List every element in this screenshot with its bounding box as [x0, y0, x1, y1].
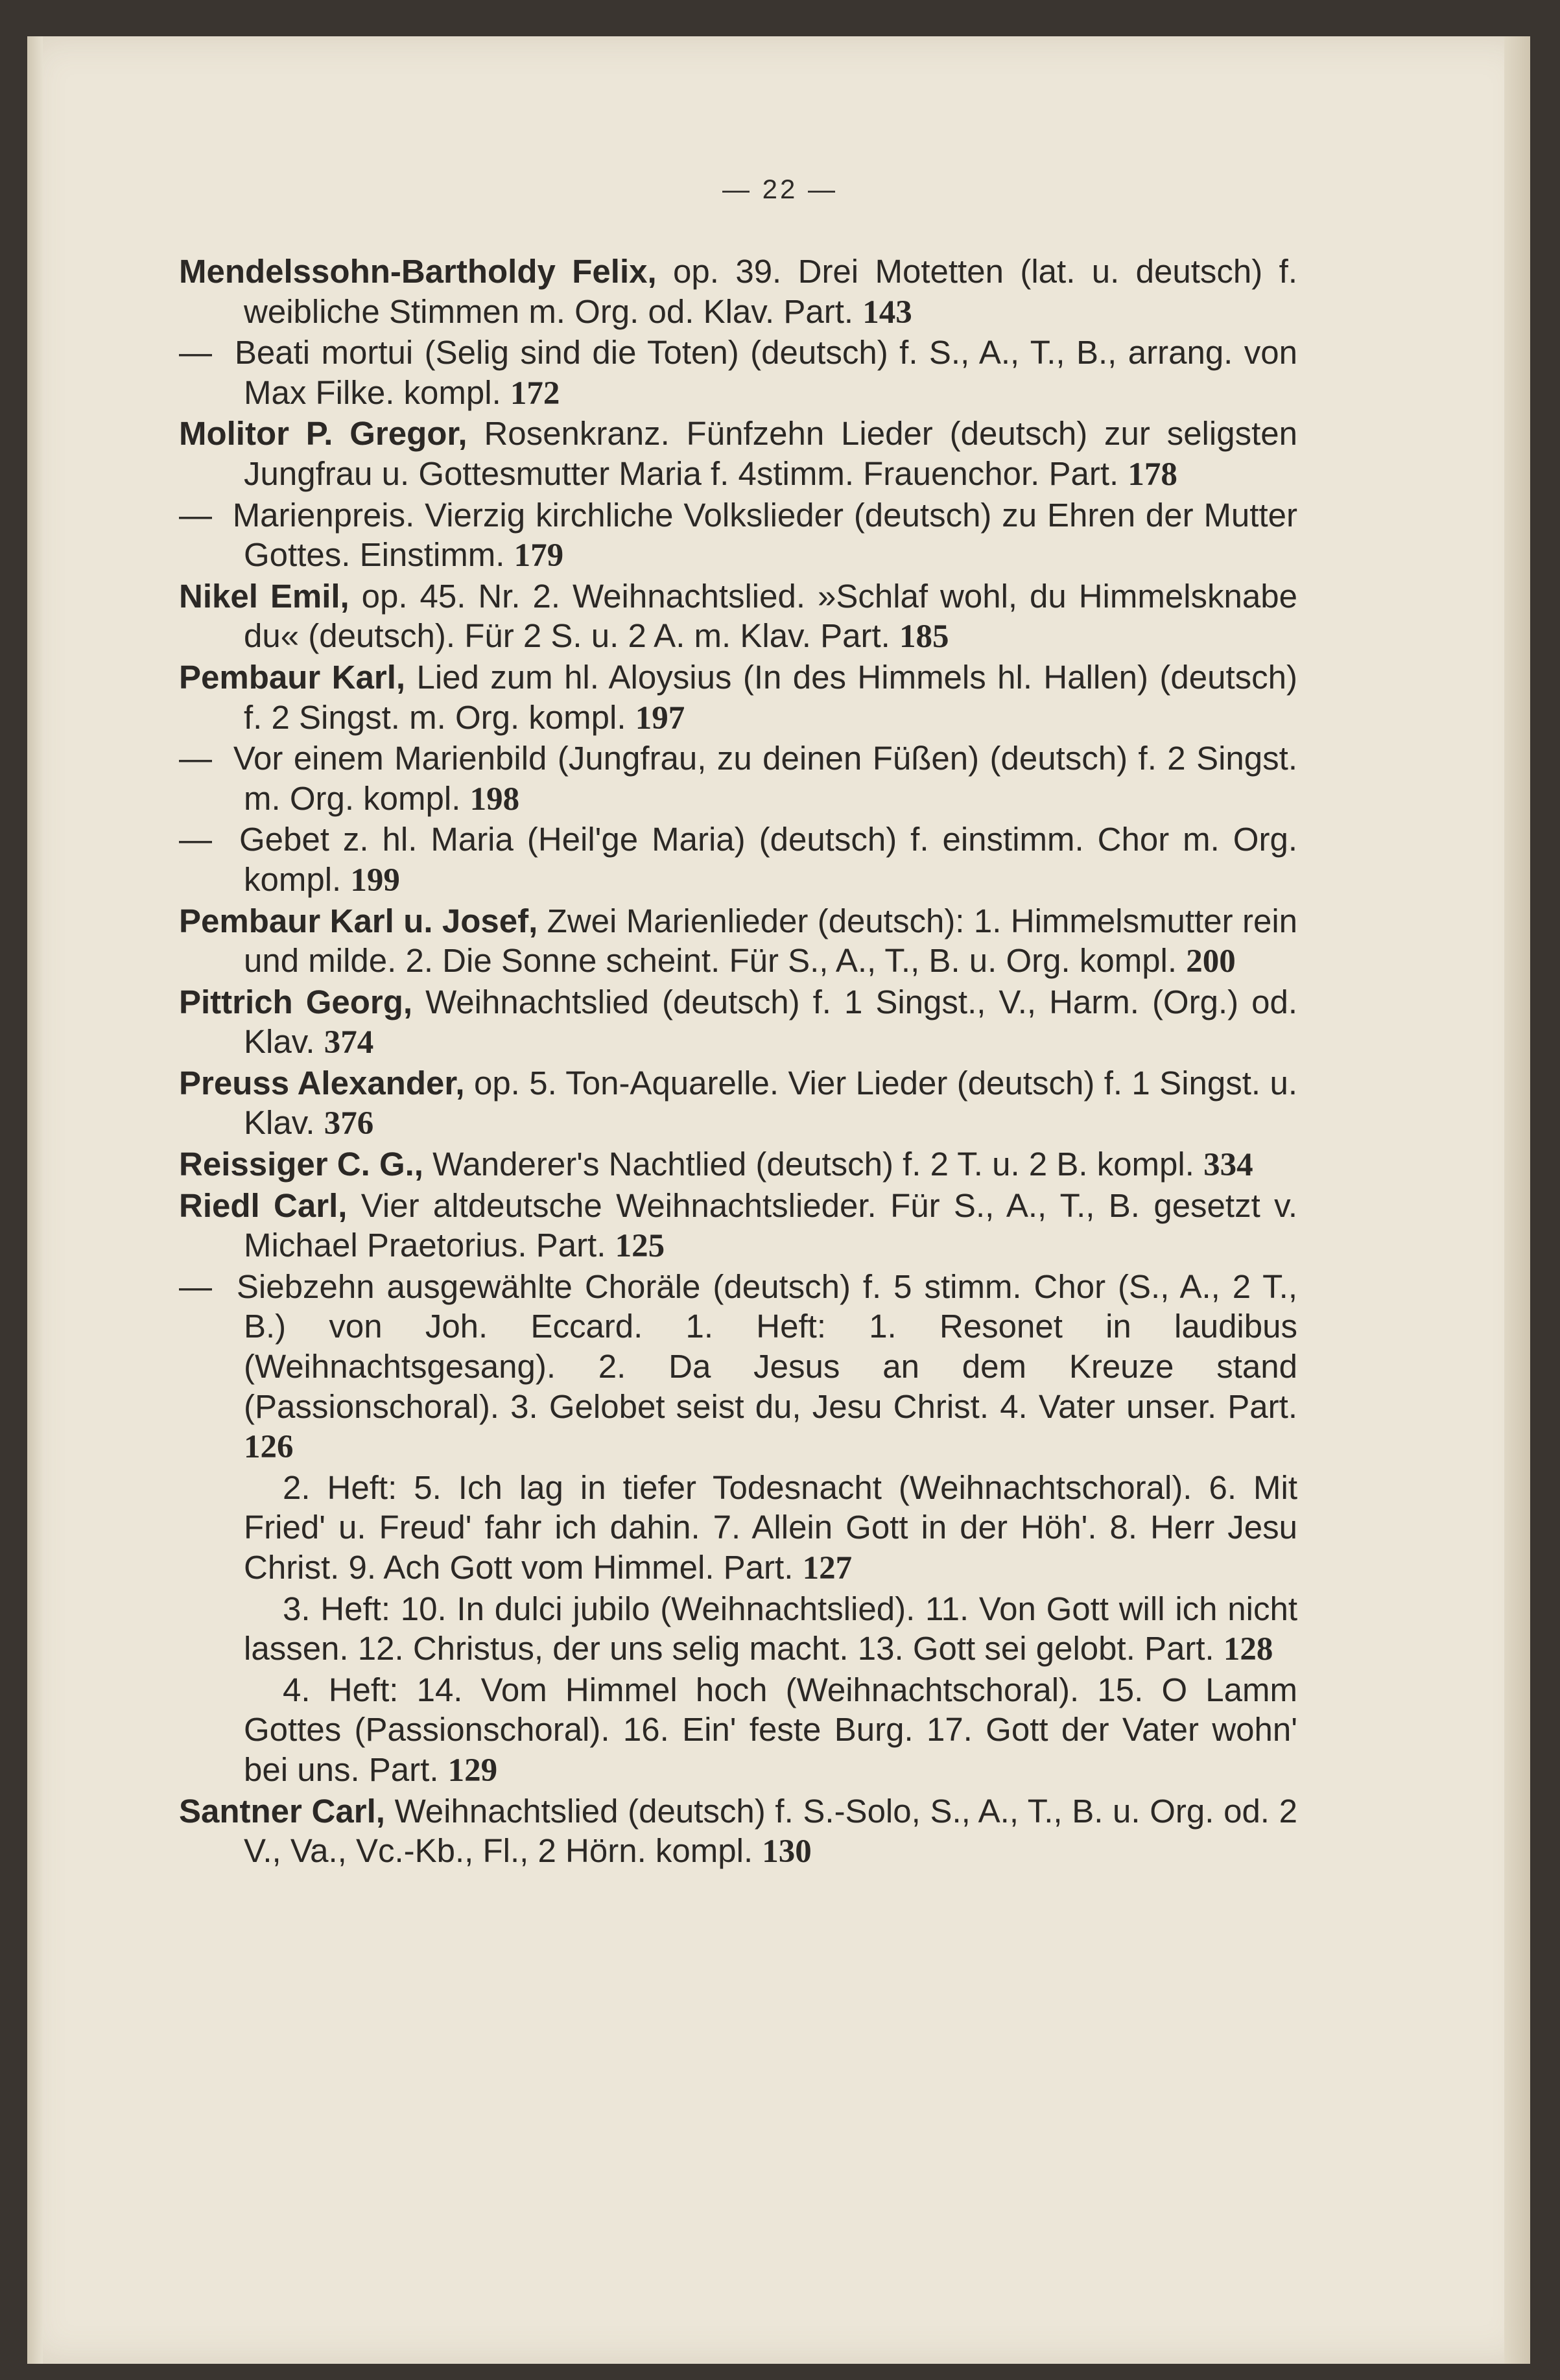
catalog-entry: [179, 657, 1297, 738]
entry-text: op. 5. Ton-Aquarelle. Vier Lieder (deutsch) f. 1 Singst. u. Klav.: [244, 1064, 1297, 1142]
entry-text: Gebet z. hl. Maria (Heil'ge Maria) (deutsch) f. einstimm. Chor m. Org. kompl.: [239, 821, 1297, 898]
entry-author: Santner Carl,: [179, 1792, 385, 1830]
entry-text: op. 39. Drei Motetten (lat. u. deutsch) f. weibliche Stimmen m. Org. od. Klav. Part.: [244, 253, 1297, 330]
entry-dash: —: [179, 496, 212, 534]
entry-author: Preuss Alexander,: [179, 1064, 465, 1102]
catalog-entry: [179, 1144, 1297, 1186]
entry-number: 199: [350, 862, 400, 899]
entry-dash: —: [179, 334, 212, 371]
catalog-subentry: [179, 1670, 1297, 1791]
entry-author: Molitor P. Gregor,: [179, 415, 467, 453]
page-number: — 22 —: [722, 174, 838, 204]
entry-number: 376: [324, 1105, 374, 1142]
entry-number: 143: [862, 294, 912, 331]
page-edge: [1504, 36, 1530, 2364]
catalog-entry: [179, 819, 1297, 901]
entry-dash: —: [179, 740, 212, 777]
entry-number: 179: [514, 537, 564, 574]
entry-author: Pembaur Karl u. Josef,: [179, 902, 538, 939]
catalog-entry: [179, 1186, 1297, 1267]
catalog-entry: [179, 414, 1297, 495]
entry-author: Nikel Emil,: [179, 577, 349, 615]
entry-number: 374: [324, 1024, 374, 1061]
entry-author: Riedl Carl,: [179, 1186, 348, 1224]
catalog-list: [179, 252, 1297, 1872]
entry-text: Marienpreis. Vierzig kirchliche Volkslieder (deutsch) zu Ehren der Mutter Gottes. Einstimm.: [232, 496, 1297, 574]
entry-text: Weihnachtslied (deutsch) f. S.-Solo, S., A., T., B. u. Org. od. 2 V., Va., Vc.-Kb., Fl., 2 Hörn. kompl.: [244, 1792, 1297, 1870]
catalog-entry: [179, 738, 1297, 819]
catalog-entry: [179, 495, 1297, 576]
entry-text: Wanderer's Nachtlied (deutsch) f. 2 T. u. 2 B. kompl.: [432, 1146, 1194, 1183]
entry-number: 172: [510, 375, 560, 412]
entry-text: Vier altdeutsche Weihnachtslieder. Für S., A., T., B. gesetzt v. Michael Praetorius. Part.: [244, 1186, 1297, 1264]
page-gutter: [27, 36, 43, 2364]
entry-text: Siebzehn ausgewählte Choräle (deutsch) f. 5 stimm. Chor (S., A., 2 T., B.) von Joh. Eccard. 1. Heft: 1. Resonet in laudibus (Weihnachtsgesang). 2. Da Jesus an dem Kreuze stand (Passionschoral). 3. Gelobet seist du, Jesu Christ. 4. Vater unser. Part.: [236, 1267, 1298, 1425]
entry-author: Reissiger C. G.,: [179, 1146, 423, 1183]
catalog-entry: [179, 1063, 1297, 1144]
entry-number: 130: [762, 1833, 812, 1870]
catalog-entry: [179, 982, 1297, 1063]
entry-number: 128: [1223, 1631, 1273, 1668]
entry-text: Zwei Marienlieder (deutsch): 1. Himmelsmutter rein und milde. 2. Die Sonne scheint. Für S., A., T., B. u. Org. kompl.: [244, 902, 1298, 980]
entry-number: 129: [447, 1752, 498, 1789]
entry-text: 2. Heft: 5. Ich lag in tiefer Todesnacht (Weihnachtschoral). 6. Mit Fried' u. Freud' fahr ich dahin. 7. Allein Gott in der Höh'. 8. Herr Jesu Christ. 9. Ach Gott vom Himmel. Part.: [244, 1468, 1297, 1586]
entry-author: Pembaur Karl,: [179, 658, 406, 696]
catalog-entry: [179, 252, 1297, 333]
catalog-entry: [179, 333, 1297, 414]
entry-number: 200: [1186, 943, 1236, 980]
entry-text: Beati mortui (Selig sind die Toten) (deutsch) f. S., A., T., B., arrang. von Max Filke. kompl.: [234, 334, 1297, 411]
entry-number: 126: [244, 1429, 294, 1466]
entry-number: 178: [1128, 456, 1177, 493]
entry-number: 198: [469, 781, 520, 818]
catalog-entry: [179, 1267, 1297, 1468]
entry-text: Weihnachtslied (deutsch) f. 1 Singst., V., Harm. (Org.) od. Klav.: [244, 983, 1297, 1061]
entry-number: 127: [802, 1550, 853, 1586]
entry-dash: —: [179, 1267, 212, 1305]
catalog-subentry: [179, 1589, 1297, 1670]
entry-text: 4. Heft: 14. Vom Himmel hoch (Weihnachtschoral). 15. O Lamm Gottes (Passionschoral). 16. Ein' feste Burg. 17. Gott der Vater wohn' bei uns. Part.: [244, 1671, 1297, 1788]
entry-author: Pittrich Georg,: [179, 983, 413, 1020]
catalog-subentry: [179, 1468, 1297, 1589]
entry-text: op. 45. Nr. 2. Weihnachtslied. »Schlaf wohl, du Himmelsknabe du« (deutsch). Für 2 S. u. 2 A. m. Klav. Part.: [244, 577, 1297, 655]
entry-text: 3. Heft: 10. In dulci jubilo (Weihnachtslied). 11. Von Gott will ich nicht lassen. 12. Christus, der uns selig macht. 13. Gott sei gelobt. Part.: [244, 1590, 1297, 1667]
entry-number: 334: [1203, 1147, 1253, 1184]
entry-number: 197: [635, 700, 685, 736]
entry-text: Vor einem Marienbild (Jungfrau, zu deinen Füßen) (deutsch) f. 2 Singst. m. Org. kompl.: [233, 740, 1297, 817]
entry-author: Mendelssohn-Bartholdy Felix,: [179, 253, 657, 290]
entry-dash: —: [179, 821, 212, 858]
catalog-entry: [179, 1791, 1297, 1872]
entry-text: Rosenkranz. Fünfzehn Lieder (deutsch) zur seligsten Jungfrau u. Gottesmutter Maria f. 4stimm. Frauenchor. Part.: [244, 415, 1297, 492]
entry-number: 185: [899, 619, 949, 655]
catalog-entry: [179, 576, 1297, 657]
entry-number: 125: [615, 1228, 665, 1265]
catalog-entry: [179, 901, 1297, 982]
entry-text: Lied zum hl. Aloysius (In des Himmels hl. Hallen) (deutsch) f. 2 Singst. m. Org. kompl.: [244, 658, 1298, 736]
